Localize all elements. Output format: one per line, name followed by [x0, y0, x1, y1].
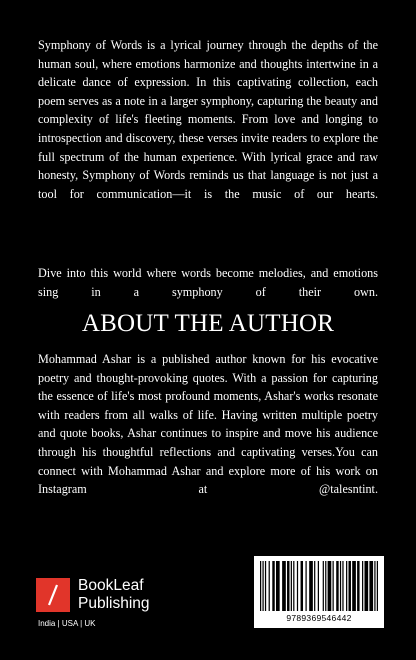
blurb-paragraph-1: Symphony of Words is a lyrical journey through the depths of the human soul, where emotions harmonize and thoughts intertwine in a delicate dance of expression. In this captivating collection, each poem serves as a note in a larger symphony, capturing the beauty and complexity of life's fleeting moments. From love and longing to introspection and discovery, these verses invite readers to explore the full spectrum of the human experience. With lyrical grace and raw honesty, Symphony of Words reminds us that language is not just a tool for communication—it is the music of our hearts.	[38, 38, 378, 201]
publisher-name	[78, 577, 150, 613]
about-author-heading: ABOUT THE AUTHOR	[81, 310, 335, 337]
barcode-bars-icon	[260, 561, 378, 611]
isbn-number: 9789369546442	[286, 613, 352, 623]
isbn-barcode	[254, 556, 384, 628]
publisher-logo	[36, 578, 186, 634]
publisher-name-line1: BookLeaf	[78, 577, 144, 594]
author-bio: Mohammad Ashar is a published author known for his evocative poetry and thought-provoking quotes. With a passion for capturing the essence of life's most profound moments, Ashar's works resonate with readers from all walks of life. Having written multiple poetry and quote books, Ashar continues to inspire and move his audience through his thoughtful reflections and captivating verses.You can connect with Mohammad Ashar and explore more of his work on Instagram at @talesntint.	[38, 352, 378, 497]
blurb-paragraph-2: Dive into this world where words become melodies, and emotions sing in a symphony of their own.	[38, 266, 378, 299]
publisher-name-line2: Publishing	[78, 595, 150, 612]
publisher-regions: India | USA | UK	[38, 619, 96, 628]
publisher-slash-icon	[36, 578, 70, 612]
